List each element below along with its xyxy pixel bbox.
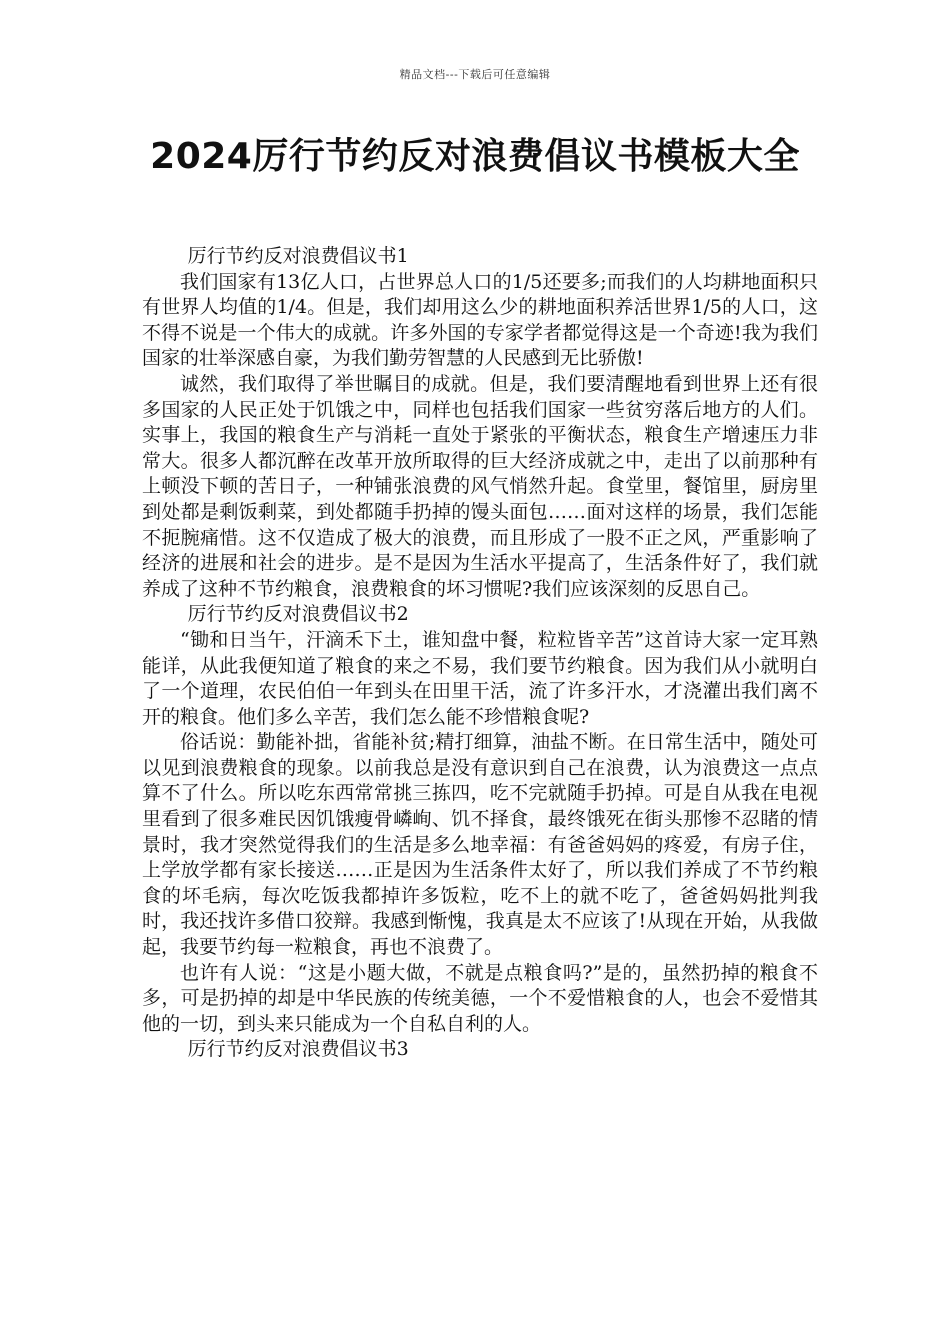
section-heading: 厉行节约反对浪费倡议书2: [187, 603, 409, 626]
document-title: 2024厉行节约反对浪费倡议书模板大全: [150, 136, 800, 177]
body-paragraph: 也许有人说：“这是小题大做，不就是点粮食吗?”是的，虽然扔掉的粮食不多，可是扔掉的却是中华民族的传统美德，一个不爱惜粮食的人，也会不爱惜其他的一切，到头来只能成为一个自私自利的人。: [142, 961, 818, 1035]
body-paragraph: 我们国家有13亿人口，占世界总人口的1/5还要多;而我们的人均耕地面积只有世界人均值的1/4。但是，我们却用这么少的耕地面积养活世界1/5的人口，这不得不说是一个伟大的成就。许多外国的专家学者都觉得这是一个奇迹!我为我们国家的壮举深感自豪，为我们勤劳智慧的人民感到无比骄傲!: [142, 270, 818, 370]
section-heading: 厉行节约反对浪费倡议书3: [187, 1038, 409, 1061]
section-heading: 厉行节约反对浪费倡议书1: [187, 245, 409, 267]
document-body: [142, 244, 818, 1063]
body-paragraph: “锄和日当午，汗滴禾下土，谁知盘中餐，粒粒皆辛苦”这首诗大家一定耳熟能详，从此我便知道了粮食的来之不易，我们要节约粮食。因为我们从小就明白了一个道理，农民伯伯一年到头在田里干活，流了许多汗水，才浇灌出我们离不开的粮食。他们多么辛苦，我们怎么能不珍惜粮食呢?: [142, 628, 818, 728]
body-paragraph: 俗话说：勤能补拙，省能补贫;精打细算，油盐不断。在日常生活中，随处可以见到浪费粮食的现象。以前我总是没有意识到自己在浪费，认为浪费这一点点算不了什么。所以吃东西常常挑三拣四，吃不完就随手扔掉。可是自从我在电视里看到了很多难民因饥饿瘦骨嶙峋、饥不择食，最终饿死在街头那惨不忍睹的情景时，我才突然觉得我们的生活是多么地幸福：有爸爸妈妈的疼爱，有房子住，上学放学都有家长接送……正是因为生活条件太好了，所以我们养成了不节约粮食的坏毛病，每次吃饭我都掉许多饭粒，吃不上的就不吃了，爸爸妈妈批判我时，我还找许多借口狡辩。我感到惭愧，我真是太不应该了!从现在开始，从我做起，我要节约每一粒粮食，再也不浪费了。: [142, 731, 818, 959]
body-paragraph: 诚然，我们取得了举世瞩目的成就。但是，我们要清醒地看到世界上还有很多国家的人民正处于饥饿之中，同样也包括我们国家一些贫穷落后地方的人们。实事上，我国的粮食生产与消耗一直处于紧张的平衡状态，粮食生产增速压力非常大。很多人都沉醉在改革开放所取得的巨大经济成就之中，走出了以前那种有上顿没下顿的苦日子，一种铺张浪费的风气悄然升起。食堂里，餐馆里，厨房里到处都是剩饭剩菜，到处都随手扔掉的馒头面包……面对这样的场景，我们怎能不扼腕痛惜。这不仅造成了极大的浪费，而且形成了一股不正之风，严重影响了经济的进展和社会的进步。是不是因为生活水平提高了，生活条件好了，我们就养成了这种不节约粮食，浪费粮食的坏习惯呢?我们应该深刻的反思自己。: [142, 372, 818, 600]
header-note: 精品文档---下载后可任意编辑: [399, 68, 551, 81]
